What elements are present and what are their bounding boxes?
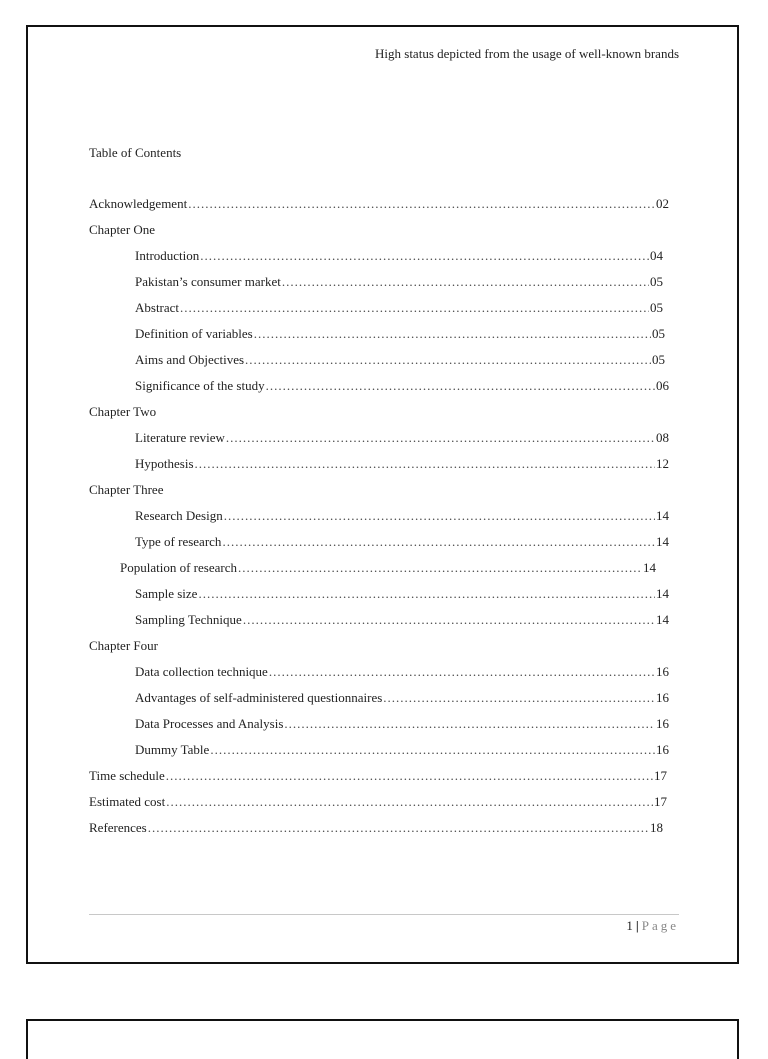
dot-leader xyxy=(245,351,651,369)
toc-entry-page: 14 xyxy=(656,508,669,523)
toc-entry-page: 16 xyxy=(656,690,669,705)
toc-entry-page: 17 xyxy=(654,794,667,809)
toc-entry[interactable] xyxy=(89,585,669,611)
dot-leader xyxy=(188,195,655,213)
toc-entry[interactable] xyxy=(89,377,669,403)
toc-entry-label: Hypothesis xyxy=(135,456,194,471)
dot-leader xyxy=(226,429,655,447)
dot-leader xyxy=(243,611,655,629)
toc-entry-page: 14 xyxy=(656,534,669,549)
toc-entry-label: Research Design xyxy=(135,508,223,523)
toc-entry-page: 14 xyxy=(643,560,656,575)
toc-entry[interactable] xyxy=(89,299,669,325)
toc-entry-page: 05 xyxy=(652,326,665,341)
dot-leader xyxy=(238,559,642,577)
footer-separator: | xyxy=(635,918,639,933)
dot-leader xyxy=(224,507,655,525)
toc-chapter-label: Chapter Two xyxy=(89,404,157,419)
page-number: 1 xyxy=(626,918,633,933)
toc-chapter-heading[interactable] xyxy=(89,637,669,663)
dot-leader xyxy=(210,741,655,759)
toc-chapter-heading[interactable] xyxy=(89,481,669,507)
page-footer xyxy=(626,918,679,934)
next-page-edge xyxy=(26,1019,739,1059)
toc-entry[interactable] xyxy=(89,559,669,585)
toc-entry-page: 14 xyxy=(656,586,669,601)
toc-entry-label: Introduction xyxy=(135,248,200,263)
toc-entry-page: 05 xyxy=(652,352,665,367)
toc-entry[interactable] xyxy=(89,273,669,299)
toc-entry-page: 17 xyxy=(654,768,667,783)
toc-entry[interactable] xyxy=(89,247,669,273)
toc-entry-page: 04 xyxy=(650,248,663,263)
toc-entry-page: 14 xyxy=(656,612,669,627)
dot-leader xyxy=(180,299,649,317)
toc-entry[interactable] xyxy=(89,715,669,741)
toc-entry-label: Literature review xyxy=(135,430,225,445)
toc-entry-label: Significance of the study xyxy=(135,378,265,393)
dot-leader xyxy=(222,533,655,551)
dot-leader xyxy=(269,663,655,681)
toc-entry-page: 16 xyxy=(656,742,669,757)
toc-entry-label: Dummy Table xyxy=(135,742,210,757)
toc-entry-page: 16 xyxy=(656,716,669,731)
dot-leader xyxy=(166,767,653,785)
toc-entry[interactable] xyxy=(89,351,669,377)
toc-entry-label: Advantages of self-administered questionnaires xyxy=(135,690,383,705)
dot-leader xyxy=(148,819,649,837)
dot-leader xyxy=(198,585,655,603)
dot-leader xyxy=(266,377,655,395)
toc-entry-label: Sampling Technique xyxy=(135,612,242,627)
toc-entry-page: 06 xyxy=(656,378,669,393)
toc-title: Table of Contents xyxy=(89,145,182,160)
dot-leader xyxy=(282,273,649,291)
toc-entry-label: Data collection technique xyxy=(135,664,268,679)
toc-entry[interactable] xyxy=(89,507,669,533)
toc-entry-page: 16 xyxy=(656,664,669,679)
toc-entry-page: 05 xyxy=(650,274,663,289)
toc-entry[interactable] xyxy=(89,195,669,221)
toc-entry-label: Aims and Objectives xyxy=(135,352,245,367)
running-header: High status depicted from the usage of well-known brands xyxy=(375,46,679,61)
dot-leader xyxy=(195,455,656,473)
dot-leader xyxy=(284,715,655,733)
toc-entry[interactable] xyxy=(89,455,669,481)
toc-entry[interactable] xyxy=(89,325,669,351)
toc-entry-label: Type of research xyxy=(135,534,222,549)
dot-leader xyxy=(200,247,649,265)
toc-entry[interactable] xyxy=(89,793,669,819)
toc-entry-label: Definition of variables xyxy=(135,326,253,341)
toc-chapter-label: Chapter Four xyxy=(89,638,158,653)
toc-entry[interactable] xyxy=(89,429,669,455)
toc-entry-page: 08 xyxy=(656,430,669,445)
toc-entry-label: Time schedule xyxy=(89,768,165,783)
toc-entry-label: Acknowledgement xyxy=(89,196,188,211)
toc-entry[interactable] xyxy=(89,611,669,637)
toc-entry[interactable] xyxy=(89,663,669,689)
dot-leader xyxy=(383,689,655,707)
footer-divider xyxy=(89,914,679,915)
document-page xyxy=(26,25,739,964)
toc-entry-label: References xyxy=(89,820,147,835)
toc-entry-page: 18 xyxy=(650,820,663,835)
dot-leader xyxy=(166,793,653,811)
toc-entry[interactable] xyxy=(89,741,669,767)
toc-entry[interactable] xyxy=(89,689,669,715)
toc-chapter-heading[interactable] xyxy=(89,403,669,429)
toc-chapter-label: Chapter One xyxy=(89,222,156,237)
toc-chapter-heading[interactable] xyxy=(89,221,669,247)
toc-entry-label: Pakistan’s consumer market xyxy=(135,274,281,289)
toc-entry-page: 05 xyxy=(650,300,663,315)
toc-entry-label: Data Processes and Analysis xyxy=(135,716,284,731)
table-of-contents xyxy=(89,195,669,845)
page-word: Page xyxy=(641,918,679,933)
toc-entry-label: Estimated cost xyxy=(89,794,166,809)
toc-chapter-label: Chapter Three xyxy=(89,482,164,497)
toc-entry[interactable] xyxy=(89,767,669,793)
toc-entry-label: Population of research xyxy=(120,560,237,575)
toc-entry-page: 02 xyxy=(656,196,669,211)
toc-entry[interactable] xyxy=(89,533,669,559)
toc-entry-page: 12 xyxy=(656,456,669,471)
dot-leader xyxy=(254,325,651,343)
toc-entry-label: Abstract xyxy=(135,300,180,315)
toc-entry-label: Sample size xyxy=(135,586,198,601)
toc-entry[interactable] xyxy=(89,819,669,845)
